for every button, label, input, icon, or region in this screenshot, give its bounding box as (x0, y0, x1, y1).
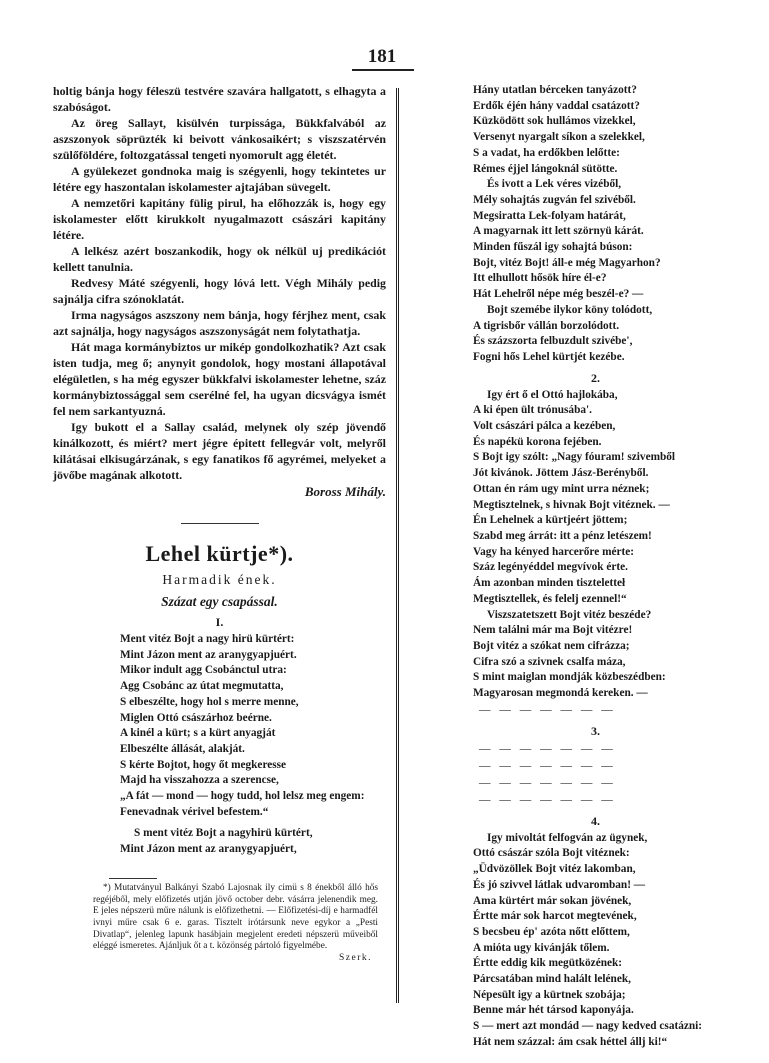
verse-line: Ottó császár szóla Bojt vitéznek: (473, 847, 630, 860)
verse-line: Majd ha visszahozza a szerencse, (120, 774, 279, 787)
poem-subtitle: Százat egy csapással. (161, 594, 278, 609)
left-column (53, 83, 386, 963)
verse-line: S elbeszélte, hogy hol s merre menne, (120, 695, 299, 708)
verse-line: Versenyt nyargalt síkon a szelekkel, (473, 131, 645, 144)
section-number: 3. (591, 723, 600, 738)
paragraph: A gyülekezet gondnoka maig is szégyenli, hogy tekintetes ur létére egy haszontalan iskolamester ajtajában süvegelt. (53, 164, 386, 194)
omission-dashes: — — — — — — — (479, 793, 616, 806)
footnote-rule (109, 878, 157, 879)
section-number: 2. (591, 370, 600, 385)
verse-line: S a vadat, ha erdőkben lelőtte: (473, 146, 620, 159)
story-ending (53, 83, 386, 483)
footnote-text: *) Mutatványul Balkányi Szabó Lajosnak ily cimü s 8 énekből álló hős regéjéből, mely előfizetés utján jövő october debr. vásárra jelenendik meg. E jeles népszerü műre nálunk is előfizethetni. — Előfizetési-díj e harmadfél ivnyi műre csak 6 e. garas. Tisztelt irótársunk neve egykor a „Pesti Divatlap“, jelenleg lapunk hasábjain megjelent eredeti népszerü műveiből eléggé ismeretes. Ajánljuk őt a t. közönség pártoló figyelmébe. (93, 882, 378, 952)
verse-line: Ottan én rám ugy mint urra néznek; (473, 482, 650, 495)
verse-line: Megsiratta Lek-folyam határát, (473, 209, 626, 222)
verse-line: Értte eddig kik megütközének: (473, 957, 623, 970)
verse-line: Ám azonban minden tiszteletteł (473, 577, 626, 590)
verse-line: Igy mivoltát felfogván az ügynek, (487, 831, 648, 844)
verse-line: S becsbeu ép' azóta nőtt előttem, (473, 925, 630, 938)
section-number: I. (215, 615, 224, 629)
verse-line: Értte már sok harcot megtevének, (473, 910, 637, 923)
verse-block (120, 826, 386, 857)
author-signature: Boross Mihály. (304, 484, 386, 499)
verse-line: „A fát — mond — hogy tudd, hol lelsz meg engem: (120, 790, 365, 803)
verse-line: És százszorta felbuzdult szivébe', (473, 335, 633, 348)
omission-dashes: — — — — — — — (479, 776, 616, 789)
omission-dashes: — — — — — — — (479, 759, 616, 772)
verse-line: És ivott a Lek véres vizéből, (487, 178, 622, 191)
verse-line: Mély sohajtás zugván fel szivéből. (473, 193, 636, 206)
verse-line: Száz legényéddel megvívok érte. (473, 561, 628, 574)
verse-line: „Üdvözöllek Bojt vitéz lakomban, (473, 863, 636, 876)
verse-line: Elbeszélte állását, alakját. (120, 742, 245, 755)
verse-line: És napékü korona fejében. (473, 435, 602, 448)
verse-line: Bojt, vitéz Bojt! áll-e még Magyarhon? (473, 256, 661, 269)
verse-line: A kinél a kürt; s a kürt anyagját (120, 727, 276, 740)
verse-line: Erdők éjén hány vaddal csatázott? (473, 99, 640, 112)
page-number: 181 (367, 46, 397, 67)
paragraph: A nemzetőri kapitány fülig pirul, ha előhozzák is, hogy egy iskolamester előtt kirukkolt nyugalmazott császári kapitány létére. (53, 196, 386, 242)
verse-line: S Bojt igy szólt: „Nagy fóuram! szivemből (473, 451, 676, 464)
paragraph: Igy bukott el a Sallay család, melynek oly szép jövendő kinálkozott, és miért? mert jégre épitett fellegvár volt, melyről kilátásai elkisugárzának, s egy fanatikos fő agyrémei, melyeket a jövőbe magának alkotott. (53, 420, 386, 482)
paragraph: A lelkész azért boszankodik, hogy ok nélkül uj predikációt kellett tanulnia. (53, 244, 386, 274)
verse-line: A ki épen ült trónusába'. (473, 404, 592, 417)
verse-line: Mikor indult agg Csobánctul utra: (120, 664, 287, 677)
verse-line: Népesült igy a kürtnek szobája; (473, 988, 626, 1001)
verse-line: Bojt szemébe ilykor köny tolódott, (487, 303, 653, 316)
verse-line: Hát nem százzal: ám csak héttel állj ki!“ (473, 1035, 668, 1048)
verse-line: Bojt vitéz a szókat nem cifrázza; (473, 639, 630, 652)
paragraph: Az öreg Sallayt, kisülvén turpissága, Bükkfalvából az aszszonyok söprüzték ki beivott vánkosaikért; s viszszatérvén szülőföldére, foltozgatással tengeti nyomorult agg életét. (53, 116, 386, 162)
verse-block (120, 632, 386, 820)
omission-dashes: — — — — — — — (479, 703, 616, 716)
footnote-signature: Szerk. (338, 953, 372, 964)
verse-line: Viszszatetszett Bojt vitéz beszéde? (487, 608, 652, 621)
verse-line: A magyarnak itt lett szörnyü kárát. (473, 225, 644, 238)
section-number: 4. (591, 813, 600, 828)
verse-line: Miglen Ottó császárhoz beérne. (120, 711, 272, 724)
verse-line: Ama kürtért már sokan jövének, (473, 894, 632, 907)
verse-line: Jót kivánok. Jöttem Jász-Berényből. (473, 467, 649, 480)
section-separator (181, 523, 259, 524)
verse-line: Rémes éjjel lángoknál sütötte. (473, 162, 618, 175)
paragraph: Hát maga kormánybiztos ur mikép gondolkozhatik? Azt csak isten tudja, meg ő; anynyit gondolok, hogy mostani állapotával elégületlen, s ha még egyszer bükkfalvi iskolamester lehetne, száz kormánybiztossággal sem cserélné fel, ha ugyan dicsvágya ismét fel nem sarkantyuzná. (53, 340, 386, 418)
verse-line: S kérte Bojtot, hogy őt megkeresse (120, 758, 287, 771)
verse-line: Küzködött sok hullámos vizekkel, (473, 115, 636, 128)
paragraph: Irma nagyságos aszszony nem bánja, hogy férjhez ment, csak azt sajnálja, hogy nagyságos aszszonyságát nem folytathatja. (53, 308, 386, 338)
verse-line: Cifra szó a szivnek csalfa máza, (473, 655, 626, 668)
footnote (53, 883, 386, 963)
paragraph: holtig bánja hogy féleszü testvére szavára hallgatott, s elhagyta a szabóságot. (53, 84, 386, 114)
right-column (473, 83, 718, 1051)
poem-title: Lehel kürtje*). (145, 541, 294, 566)
verse-line: A tigrisbőr vállán borzolódott. (473, 319, 620, 332)
paragraph: Redvesy Máté szégyenli, hogy lóvá lett. Végh Mihály pedig sajnálja cifra szónoklatát. (53, 276, 386, 306)
verse-line: Hány utatlan bérceken tanyázott? (473, 84, 637, 96)
verse-line: Mint Jázon ment az aranygyapjuért, (120, 843, 297, 856)
verse-line: Agg Csobánc az útat megmutatta, (120, 680, 284, 693)
verse-line: Nem találni már ma Bojt vitézre! (473, 624, 633, 637)
omission-dashes: — — — — — — — (479, 742, 616, 755)
verse-line: Vagy ha kényed harcerőre mérte: (473, 545, 635, 558)
verse-line: Megtisztelnek, s hivnak Bojt vitéznek. — (473, 498, 670, 511)
verse-line: Hát Lehelről népe még beszél-e? — (473, 288, 644, 301)
verse-line: Én Lehelnek a kürtjeért jöttem; (473, 514, 628, 527)
verse-line: Mint Jázon ment az aranygyapjuért. (120, 648, 297, 661)
verse-line: Megtisztellek, és felelj ezennel!“ (473, 592, 627, 605)
verse-line: Itt elhullott hősök híre él-e? (473, 272, 607, 285)
verse-line: S — mert azt mondád — nagy kedved csatázni: (473, 1020, 703, 1033)
verse-line: Fogni hős Lehel kürtjét kezébe. (473, 350, 625, 363)
verse-line: Volt császári pálca a kezében, (473, 420, 616, 433)
verse-line: Magyarosan megmondá kereken. — (473, 687, 648, 700)
page-number-rule (352, 69, 414, 71)
verse-line: Szabd meg árrát: itt a pénz letészem! (473, 529, 652, 542)
verse-line: S mint maiglan mondják közbeszédben: (473, 671, 666, 684)
verse-line: Benne már hét társod kaponyája. (473, 1004, 634, 1017)
verse-line: S ment vitéz Bojt a nagyhirü kürtért, (134, 827, 313, 840)
verse-line: Ment vitéz Bojt a nagy hirü kürtért: (120, 633, 295, 645)
verse-line: Igy ért ő el Ottó hajlokába, (487, 388, 618, 401)
canto-heading: Harmadik ének. (162, 572, 277, 587)
verse-line: És jó szivvel látlak udvaromban! — (473, 878, 646, 891)
verse-line: A mióta ugy kivánják tőlem. (473, 941, 610, 954)
verse-line: Minden fűszál igy sohajtá búson: (473, 241, 633, 254)
column-divider (396, 88, 399, 1003)
verse-line: Fenevadnak vérivel befestem.“ (120, 805, 269, 818)
verse-line: Párcsatában mind halált lelének, (473, 973, 631, 986)
